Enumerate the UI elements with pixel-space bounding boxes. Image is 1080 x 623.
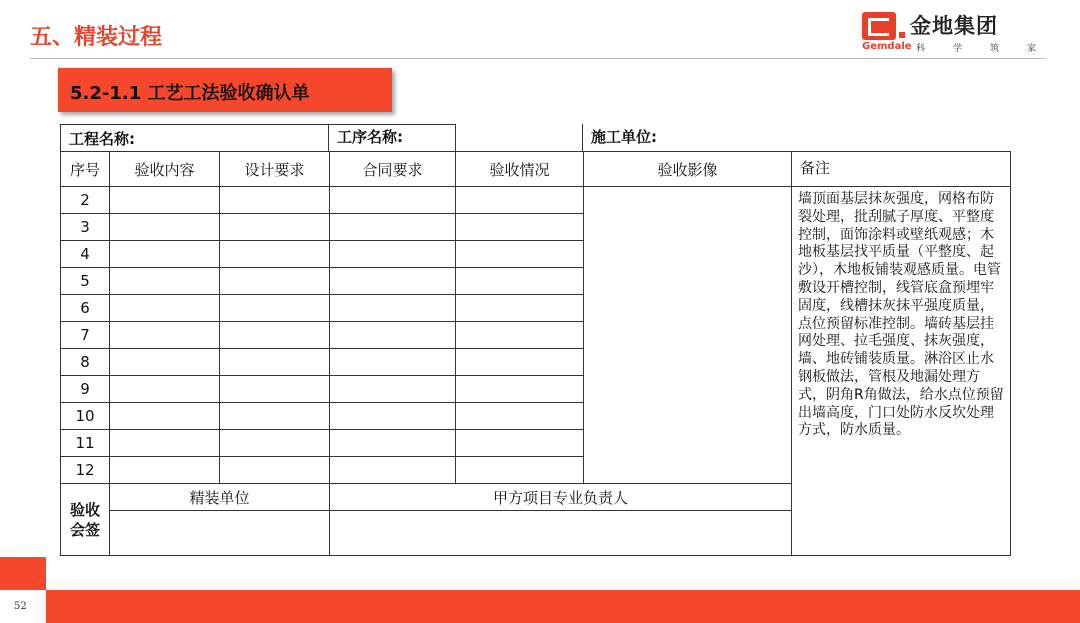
row-index: 11 [61, 430, 110, 457]
sign-box-decoration [110, 511, 330, 556]
cell-contract [330, 214, 456, 241]
sign-label-line-1: 验收 [69, 500, 100, 519]
row-index: 7 [61, 322, 110, 349]
row-index: 10 [61, 403, 110, 430]
cell-status [456, 349, 584, 376]
section-banner [58, 68, 392, 112]
cell-content [110, 349, 220, 376]
cell-content [110, 457, 220, 484]
cell-contract [330, 403, 456, 430]
row-index: 3 [61, 214, 110, 241]
cell-status [456, 457, 584, 484]
logo-tagline-char: 家 [1026, 44, 1036, 54]
page-title: 五、精装过程 [30, 25, 163, 50]
cell-design [220, 268, 330, 295]
contractor-label: 施工单位: [582, 124, 1010, 151]
row-index: 8 [61, 349, 110, 376]
cell-contract [330, 349, 456, 376]
sign-unit-owner: 甲方项目专业负责人 [330, 484, 792, 511]
cell-status [456, 214, 584, 241]
column-header-design: 设计要求 [220, 152, 330, 187]
cell-contract [330, 268, 456, 295]
project-name-label: 工程名称: [61, 125, 456, 152]
cell-contract [330, 241, 456, 268]
cell-design [220, 295, 330, 322]
row-index: 5 [61, 268, 110, 295]
table-row [61, 187, 1011, 214]
column-header-remarks: 备注 [792, 152, 1011, 187]
cell-content [110, 403, 220, 430]
logo-tagline [916, 41, 1036, 54]
cell-content [110, 268, 220, 295]
page-number: 52 [14, 601, 27, 612]
header-divider [30, 58, 1046, 59]
cell-design [220, 457, 330, 484]
cell-image [584, 187, 792, 484]
column-header-status: 验收情况 [456, 152, 584, 187]
process-name-label: 工序名称: [328, 124, 582, 151]
row-index: 6 [61, 295, 110, 322]
acceptance-form-table [60, 124, 1011, 556]
cell-status [456, 376, 584, 403]
cell-contract [330, 295, 456, 322]
cell-design [220, 241, 330, 268]
cell-status [456, 403, 584, 430]
cell-status [456, 430, 584, 457]
cell-contract [330, 322, 456, 349]
cell-contract [330, 376, 456, 403]
cell-content [110, 376, 220, 403]
column-header-content: 验收内容 [110, 152, 220, 187]
row-index: 12 [61, 457, 110, 484]
column-header-contract: 合同要求 [330, 152, 456, 187]
remarks-text: 墙顶面基层抹灰强度，网格布防裂处理，批刮腻子厚度、平整度控制，面饰涂料或壁纸观感；木地板基层找平质量（平整度、起沙），木地板铺装观感质量。电管敷设开槽控制，线管底盒预埋牢固度，线槽抹灰抹平强度质量，点位预留标准控制。墙砖基层挂网处理、拉毛强度、抹灰强度，墙、地砖铺装质量。淋浴区止水钢板做法，管根及地漏处理方式，阴角R角做法，给水点位预留出墙高度，门口处防水反坎处理方式，防水质量。 [792, 187, 1011, 556]
logo-dot-icon [899, 32, 905, 38]
cell-contract [330, 187, 456, 214]
cell-status [456, 187, 584, 214]
row-index: 9 [61, 376, 110, 403]
sign-unit-decoration: 精装单位 [110, 484, 330, 511]
cell-status [456, 268, 584, 295]
cell-design [220, 187, 330, 214]
sign-label [61, 484, 110, 556]
logo-tagline-char: 学 [952, 44, 962, 54]
corner-accent [0, 557, 46, 590]
column-header-image: 验收影像 [584, 152, 792, 187]
cell-status [456, 295, 584, 322]
cell-contract [330, 457, 456, 484]
footer-bar [46, 590, 1080, 623]
logo-name-en: Gemdale [862, 41, 912, 52]
cell-content [110, 214, 220, 241]
cell-design [220, 403, 330, 430]
logo-mark-icon [862, 12, 896, 40]
column-header-index: 序号 [61, 152, 110, 187]
cell-content [110, 430, 220, 457]
cell-contract [330, 430, 456, 457]
logo-name-cn: 金地集团 [910, 14, 998, 38]
cell-status [456, 241, 584, 268]
logo-tagline-char: 筑 [989, 44, 999, 54]
sign-label-line-2: 会签 [69, 520, 100, 539]
cell-content [110, 241, 220, 268]
cell-content [110, 187, 220, 214]
cell-design [220, 349, 330, 376]
company-logo [862, 12, 1037, 52]
cell-content [110, 295, 220, 322]
cell-content [110, 322, 220, 349]
logo-tagline-char: 科 [916, 44, 926, 54]
cell-status [456, 322, 584, 349]
row-index: 4 [61, 241, 110, 268]
row-index: 2 [61, 187, 110, 214]
sign-box-owner [330, 511, 792, 556]
cell-design [220, 214, 330, 241]
cell-design [220, 322, 330, 349]
cell-design [220, 430, 330, 457]
section-label: 5.2-1.1 工艺工法验收确认单 [70, 83, 310, 104]
column-header-row [61, 152, 1011, 187]
cell-design [220, 376, 330, 403]
